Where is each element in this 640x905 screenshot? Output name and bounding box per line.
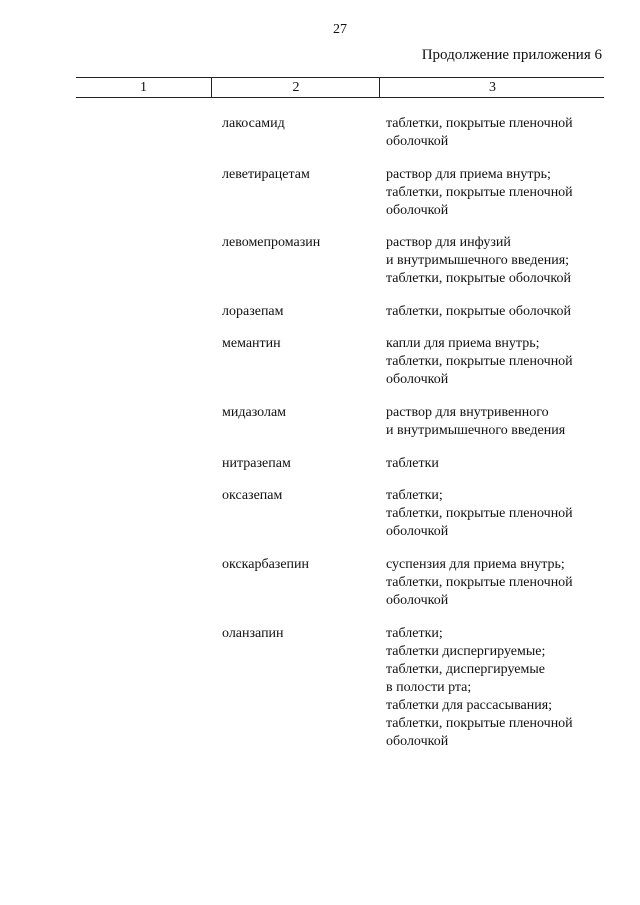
dosage-forms [386,115,616,151]
table-row [0,625,640,755]
dosage-form-line: оболочкой [386,203,449,218]
dosage-form-line: таблетки, покрытые пленочной [386,185,573,200]
dosage-form-line: таблетки, покрытые пленочной [386,575,573,590]
dosage-forms [386,487,616,541]
dosage-form-line: таблетки, покрытые пленочной [386,506,573,521]
table-row [0,335,640,404]
dosage-form-line: раствор для инфузий [386,235,511,250]
drug-name: оланзапин [222,626,284,641]
column-header-1: 1 [140,80,147,95]
dosage-form-line: таблетки, покрытые пленочной [386,116,573,131]
table-header [76,77,604,98]
dosage-form-line: таблетки, покрытые пленочной [386,354,573,369]
dosage-form-line: суспензия для приема внутрь; [386,557,565,572]
column-header-3: 3 [379,78,605,97]
dosage-form-line: таблетки [386,456,439,471]
dosage-forms [386,625,616,751]
table-row [0,303,640,335]
table-row [0,404,640,455]
dosage-form-line: оболочкой [386,134,449,149]
dosage-form-line: таблетки диспергируемые; [386,644,546,659]
table-row [0,455,640,487]
dosage-form-line: раствор для приема внутрь; [386,167,551,182]
dosage-form-line: оболочкой [386,372,449,387]
dosage-form-line: таблетки для рассасывания; [386,698,553,713]
drug-name: лоразепам [222,304,284,319]
dosage-form-line: таблетки; [386,488,443,503]
dosage-form-line: в полости рта; [386,680,472,695]
column-header-2: 2 [211,78,380,97]
dosage-form-line: оболочкой [386,524,449,539]
drug-name: мемантин [222,336,281,351]
drug-name: леветирацетам [222,167,310,182]
drug-name: окскарбазепин [222,557,310,572]
dosage-form-line: таблетки, покрытые пленочной [386,716,573,731]
table-row [0,487,640,556]
dosage-form-line: и внутримышечного введения [386,423,566,438]
table-row [0,234,640,303]
drug-table-body [0,115,640,755]
dosage-form-line: оболочкой [386,593,449,608]
dosage-forms [386,556,616,610]
dosage-forms [386,455,616,473]
page-number: 27 [333,22,347,37]
dosage-form-line: таблетки; [386,626,443,641]
drug-name: оксазепам [222,488,283,503]
dosage-forms [386,335,616,389]
table-row [0,166,640,234]
drug-name: лакосамид [222,116,285,131]
dosage-form-line: таблетки, покрытые оболочкой [386,304,572,319]
dosage-form-line: таблетки, диспергируемые [386,662,545,677]
table-row [0,556,640,625]
dosage-form-line: и внутримышечного введения; [386,253,570,268]
dosage-form-line: оболочкой [386,734,449,749]
dosage-form-line: раствор для внутривенного [386,405,549,420]
drug-name: мидазолам [222,405,287,420]
dosage-forms [386,166,616,220]
dosage-forms [386,404,616,440]
table-row [0,115,640,166]
drug-name: нитразепам [222,456,291,471]
dosage-forms [386,234,616,288]
appendix-continuation-label: Продолжение приложения 6 [421,47,602,63]
dosage-forms [386,303,616,321]
drug-name: левомепромазин [222,235,321,250]
dosage-form-line: таблетки, покрытые оболочкой [386,271,572,286]
dosage-form-line: капли для приема внутрь; [386,336,540,351]
